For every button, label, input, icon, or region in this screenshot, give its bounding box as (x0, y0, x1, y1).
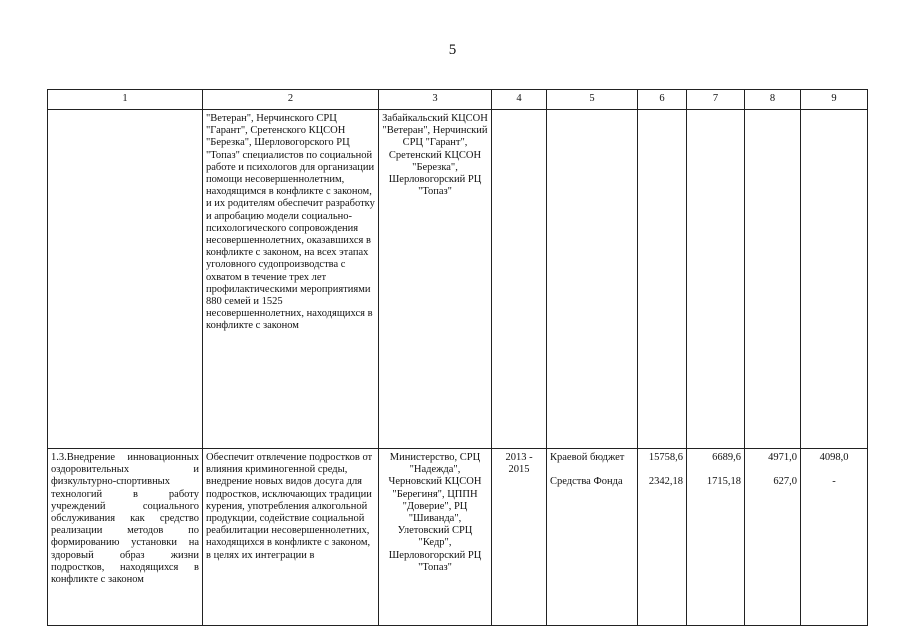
row2-source-cell (547, 449, 638, 626)
header-row (48, 90, 868, 110)
row1-activity-cell (48, 110, 203, 449)
source-name: Средства Фонда (550, 476, 623, 488)
row1-period-cell (492, 110, 547, 449)
column-header-5: 5 (547, 90, 638, 110)
row2-year3-cell (801, 449, 868, 626)
program-table (47, 89, 868, 626)
row2-executors-cell: Министерство, СРЦ "Надежда", Черновский КЦСОН "Берегиня", ЦППН "Доверие", РЦ "Шиванда", Улетовский СРЦ "Кедр", Шерловогорский РЦ "Топаз" (379, 449, 492, 626)
year1-value: 1715,18 (706, 476, 741, 488)
row2-result-cell: Обеспечит отвлечение подростков от влияния криминогенной среды, внедрение новых видов досуга для подростков, исключающих традиции курения, употребления алкогольной продукции, содействие социальной реабилитации несовершеннолетних, находящихся в конфликте с законом, в целях их интеграции в (203, 449, 379, 626)
column-header-8: 8 (745, 90, 801, 110)
year1-value: 6689,6 (712, 452, 741, 463)
year3-value: 4098,0 (819, 452, 849, 463)
column-header-1: 1 (48, 90, 203, 110)
column-header-6: 6 (638, 90, 687, 110)
year2-value: 627,0 (773, 476, 797, 488)
total-value: 15758,6 (648, 452, 683, 463)
total-value: 2342,18 (648, 476, 683, 488)
row2-total-cell (638, 449, 687, 626)
year3-value: - (832, 476, 836, 488)
column-header-7: 7 (687, 90, 745, 110)
year2-value: 4971,0 (768, 452, 797, 463)
row1-year3-cell (801, 110, 868, 449)
row2-activity-cell: 1.3.Внедрение инновационных оздоровительных и физкультурно-спортивных технологий в работу учреждений социального обслуживания как средство реализации методов по формированию установки на здоровый образ жизни подростков, находящихся в конфликте с законом (48, 449, 203, 626)
column-header-3: 3 (379, 90, 492, 110)
row1-result-cell: "Ветеран", Нерчинского СРЦ "Гарант", Сретенского КЦСОН "Березка", Шерловогорского РЦ "Топаз" специалистов по социальной работе и психологов для организации помощи несовершеннолетним, находящимся в конфликте с законом, и их родителям обеспечит разработку и апробацию модели социально-психологического сопровождения несовершеннолетних, оказавшихся в конфликте с законом, на всех этапах уголовного судопроизводства с охватом в течение трех лет профилактическими мероприятиями 880 семей и 1525 несовершеннолетних, находящихся в конфликте с законом (203, 110, 379, 449)
row1-executors-cell: Забайкальский КЦСОН "Ветеран", Нерчинский СРЦ "Гарант", Сретенский КЦСОН "Березка", Шерловогорский РЦ "Топаз" (379, 110, 492, 449)
row1-year2-cell (745, 110, 801, 449)
row1-total-cell (638, 110, 687, 449)
column-header-4: 4 (492, 90, 547, 110)
row2-year1-cell (687, 449, 745, 626)
row2-year2-cell (745, 449, 801, 626)
table-row (48, 110, 868, 449)
table-row (48, 449, 868, 626)
source-name: Краевой бюджет (550, 452, 625, 463)
row1-year1-cell (687, 110, 745, 449)
column-header-2: 2 (203, 90, 379, 110)
column-header-9: 9 (801, 90, 868, 110)
row2-period-cell: 2013 - 2015 (492, 449, 547, 626)
row1-source-cell (547, 110, 638, 449)
page-number: 5 (448, 42, 457, 58)
